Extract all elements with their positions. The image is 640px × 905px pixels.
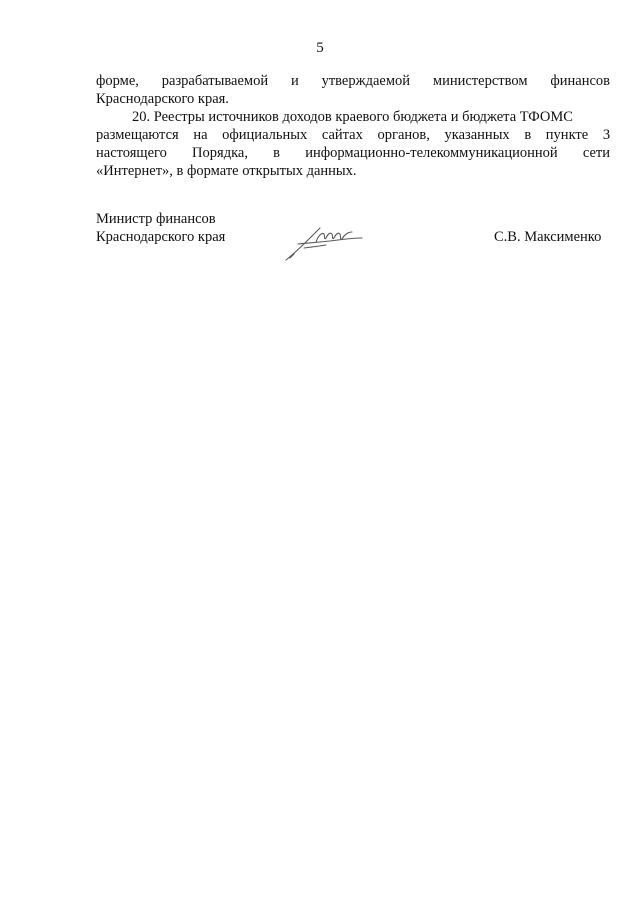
word: сайтах [321, 127, 363, 143]
word: министерством [432, 73, 528, 89]
word: утверждаемой [321, 73, 411, 89]
text-line-justified [96, 126, 610, 144]
word: пункте [545, 127, 589, 143]
word: официальных [222, 127, 308, 143]
signatory-title [96, 210, 225, 246]
word: органов, [377, 127, 430, 143]
word: в [273, 145, 280, 161]
text-line-justified [96, 72, 610, 90]
word: указанных [444, 127, 510, 143]
word: настоящего [96, 145, 167, 161]
word: финансов [550, 73, 610, 89]
word: на [193, 127, 208, 143]
word: форме, [96, 73, 139, 89]
paragraph-20 [96, 108, 610, 180]
word: сети [582, 145, 611, 161]
signatory-title-line: Краснодарского края [96, 229, 226, 245]
word: Порядка, [192, 145, 248, 161]
word: разрабатываемой [161, 73, 269, 89]
page-number: 5 [316, 40, 324, 56]
handwritten-signature [282, 214, 366, 264]
text-line-indented: 20. Реестры источников доходов краевого бюджета и бюджета ТФОМС [132, 109, 573, 125]
signatory-title-line: Министр финансов [96, 211, 216, 227]
word: в [524, 127, 532, 143]
word: информационно-телекоммуникационной [305, 145, 558, 161]
word: 3 [602, 127, 611, 143]
signatory-name: С.В. Максименко [494, 229, 602, 245]
text-line-justified [96, 144, 610, 162]
paragraph-continuation [96, 72, 610, 108]
text-line: Краснодарского края. [96, 91, 229, 107]
text-line: «Интернет», в формате открытых данных. [96, 163, 357, 179]
word: и [290, 73, 299, 89]
word: размещаются [96, 127, 179, 143]
